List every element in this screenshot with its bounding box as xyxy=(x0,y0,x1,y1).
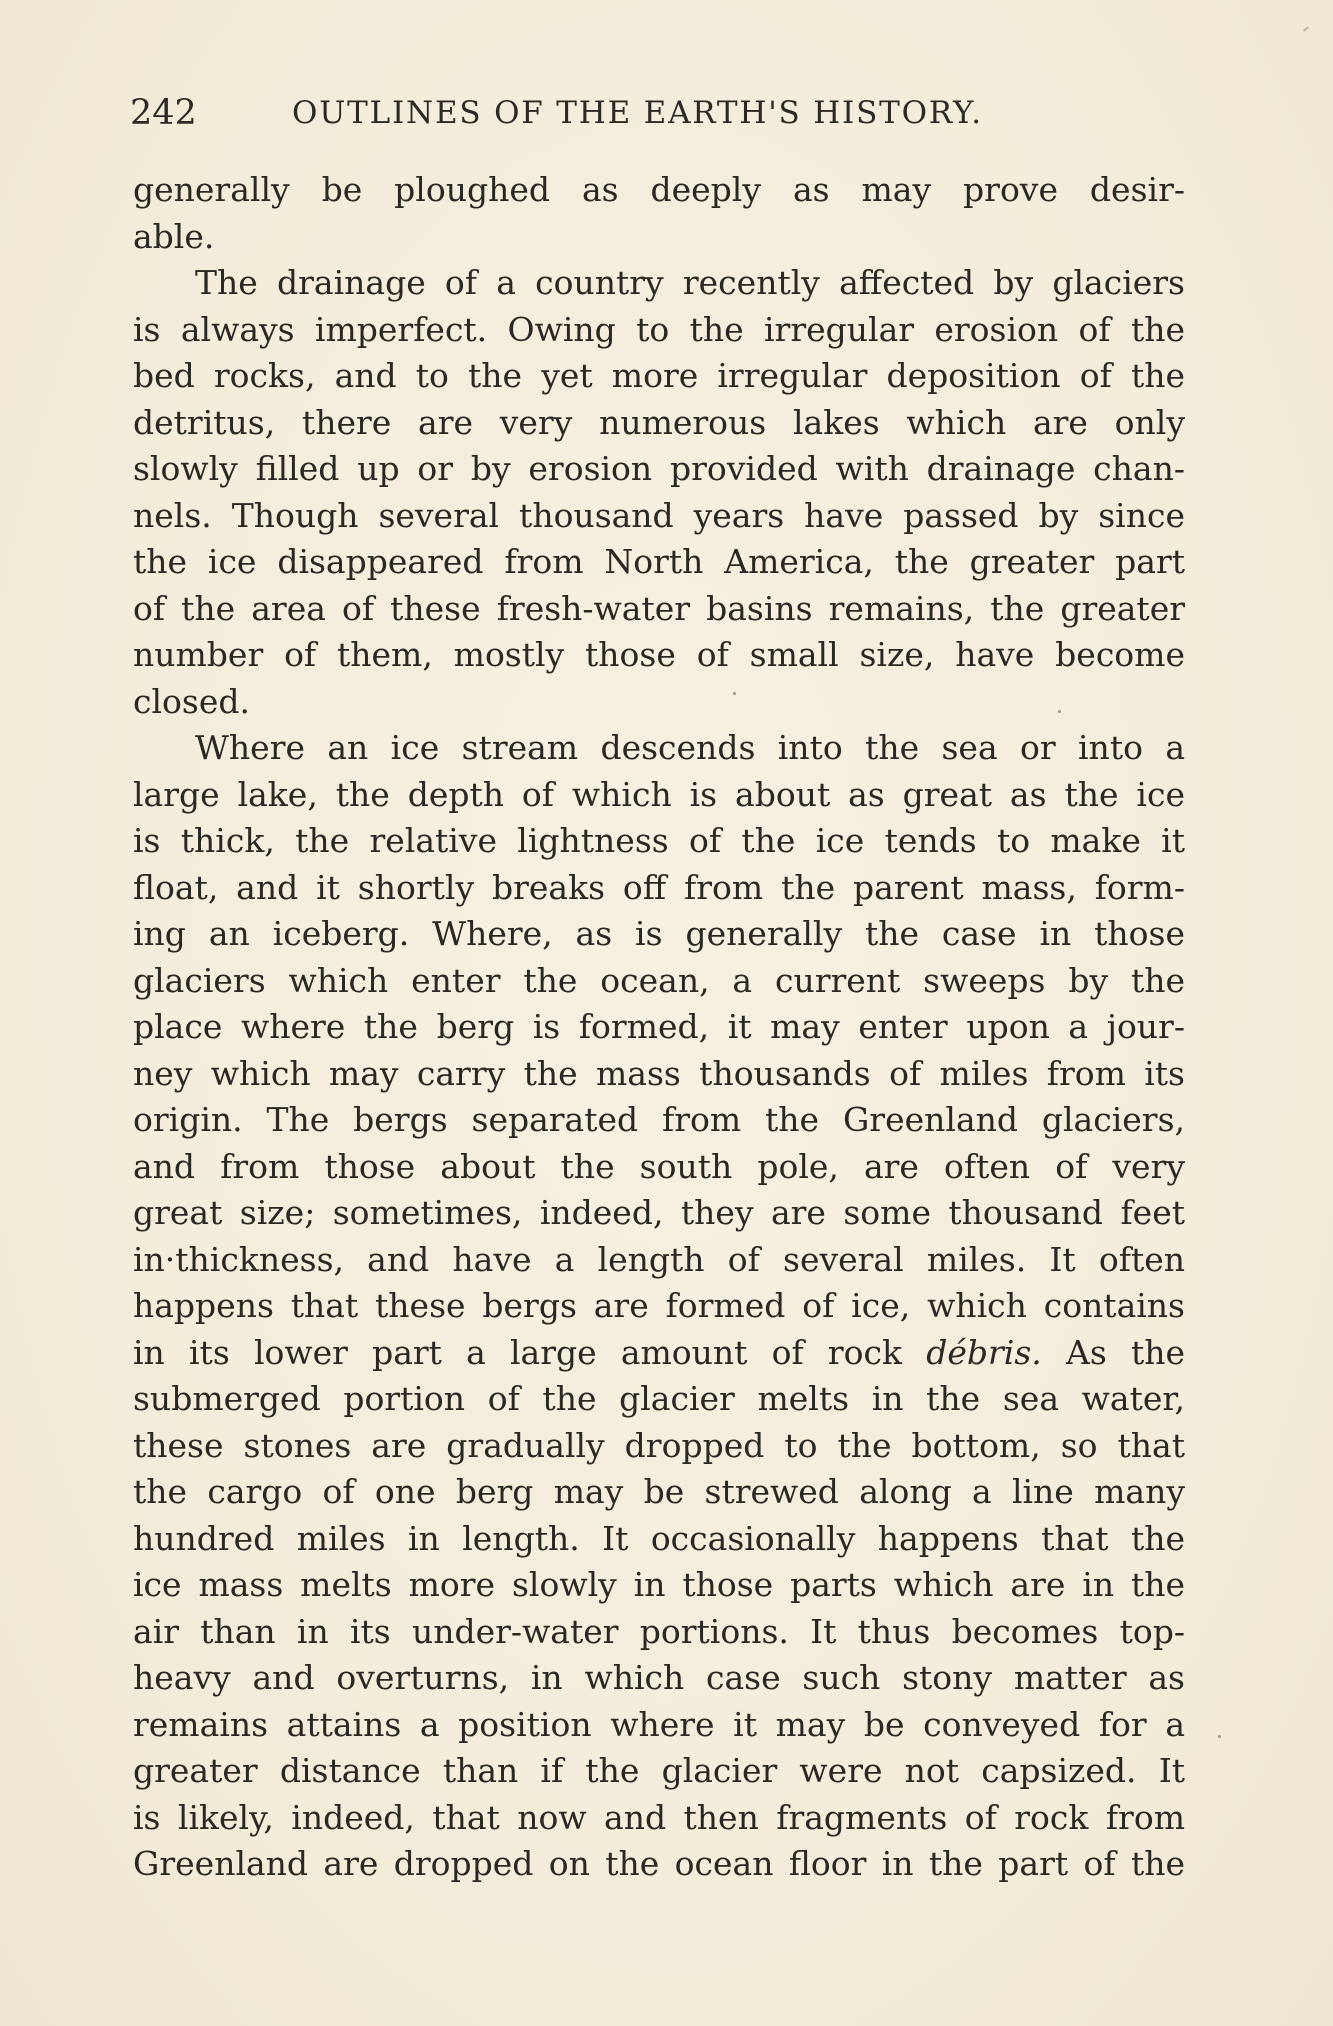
text-line: place where the berg is formed, it may enter upon a jour- xyxy=(133,1007,1185,1046)
text-line: number of them, mostly those of small size, have become xyxy=(133,635,1185,674)
text-line: large lake, the depth of which is about as great as the ice xyxy=(133,774,1185,814)
pencil-mark xyxy=(1303,26,1309,31)
text-line: bed rocks, and to the yet more irregular deposition of the xyxy=(133,356,1185,395)
text-line: great size; sometimes, indeed, they are some thousand feet xyxy=(133,1193,1185,1232)
text-line: ice mass melts more slowly in those parts which are in the xyxy=(133,1565,1185,1604)
page-number: 242 xyxy=(130,93,197,133)
text-line: submerged portion of the glacier melts in the sea water, xyxy=(133,1379,1185,1418)
page-header xyxy=(130,88,1185,138)
text-line: origin. The bergs separated from the Greenland glaciers, xyxy=(133,1100,1185,1139)
text-line: closed. xyxy=(133,681,250,721)
text-line: detritus, there are very numerous lakes which are only xyxy=(133,402,1185,442)
text-line: of the area of these fresh-water basins remains, the greater xyxy=(133,588,1185,628)
text-line: slowly filled up or by erosion provided with drainage chan- xyxy=(133,449,1185,488)
text-line: glaciers which enter the ocean, a current sweeps by the xyxy=(133,960,1185,1000)
text-line: able. xyxy=(133,216,215,256)
text-line: in·thickness, and have a length of several miles. It often xyxy=(133,1239,1185,1279)
body-text xyxy=(133,167,1185,1888)
text-line: the ice disappeared from North America, the greater part xyxy=(133,542,1185,581)
text-line: remains attains a position where it may be conveyed for a xyxy=(133,1704,1185,1744)
italic-term: débris. xyxy=(926,1332,1042,1372)
text-line: Greenland are dropped on the ocean floor in the part of the xyxy=(133,1844,1185,1883)
text-segment: in its lower part a large amount of rock xyxy=(133,1332,903,1372)
text-line: happens that these bergs are formed of ice, which contains xyxy=(133,1286,1185,1325)
text-line: is likely, indeed, that now and then fragments of rock from xyxy=(133,1797,1185,1837)
text-line: the cargo of one berg may be strewed along a line many xyxy=(133,1472,1185,1511)
text-line: float, and it shortly breaks off from the parent mass, form- xyxy=(133,867,1185,907)
running-title: OUTLINES OF THE EARTH'S HISTORY. xyxy=(292,95,983,131)
text-line: heavy and overturns, in which case such stony matter as xyxy=(133,1658,1185,1697)
text-line: hundred miles in length. It occasionally happens that the xyxy=(133,1518,1185,1558)
text-line: greater distance than if the glacier were not capsized. It xyxy=(133,1751,1185,1790)
text-line: nels. Though several thousand years have passed by since xyxy=(133,495,1185,535)
text-line: air than in its under-water portions. It thus becomes top- xyxy=(133,1611,1185,1651)
text-line: ney which may carry the mass thousands of miles from its xyxy=(133,1053,1185,1093)
text-line: is thick, the relative lightness of the ice tends to make it xyxy=(133,821,1185,860)
ink-speck xyxy=(1218,1735,1221,1738)
text-line: is always imperfect. Owing to the irregular erosion of the xyxy=(133,309,1185,349)
text-line: The drainage of a country recently affected by glaciers xyxy=(195,263,1185,302)
text-line xyxy=(133,1330,1185,1377)
text-line: generally be ploughed as deeply as may prove desir- xyxy=(133,170,1185,209)
text-line: these stones are gradually dropped to the bottom, so that xyxy=(133,1425,1185,1465)
text-line: and from those about the south pole, are often of very xyxy=(133,1146,1185,1186)
text-line: ing an iceberg. Where, as is generally the case in those xyxy=(133,914,1185,953)
text-segment: As the xyxy=(1066,1332,1186,1372)
text-line: Where an ice stream descends into the sea or into a xyxy=(195,728,1185,767)
